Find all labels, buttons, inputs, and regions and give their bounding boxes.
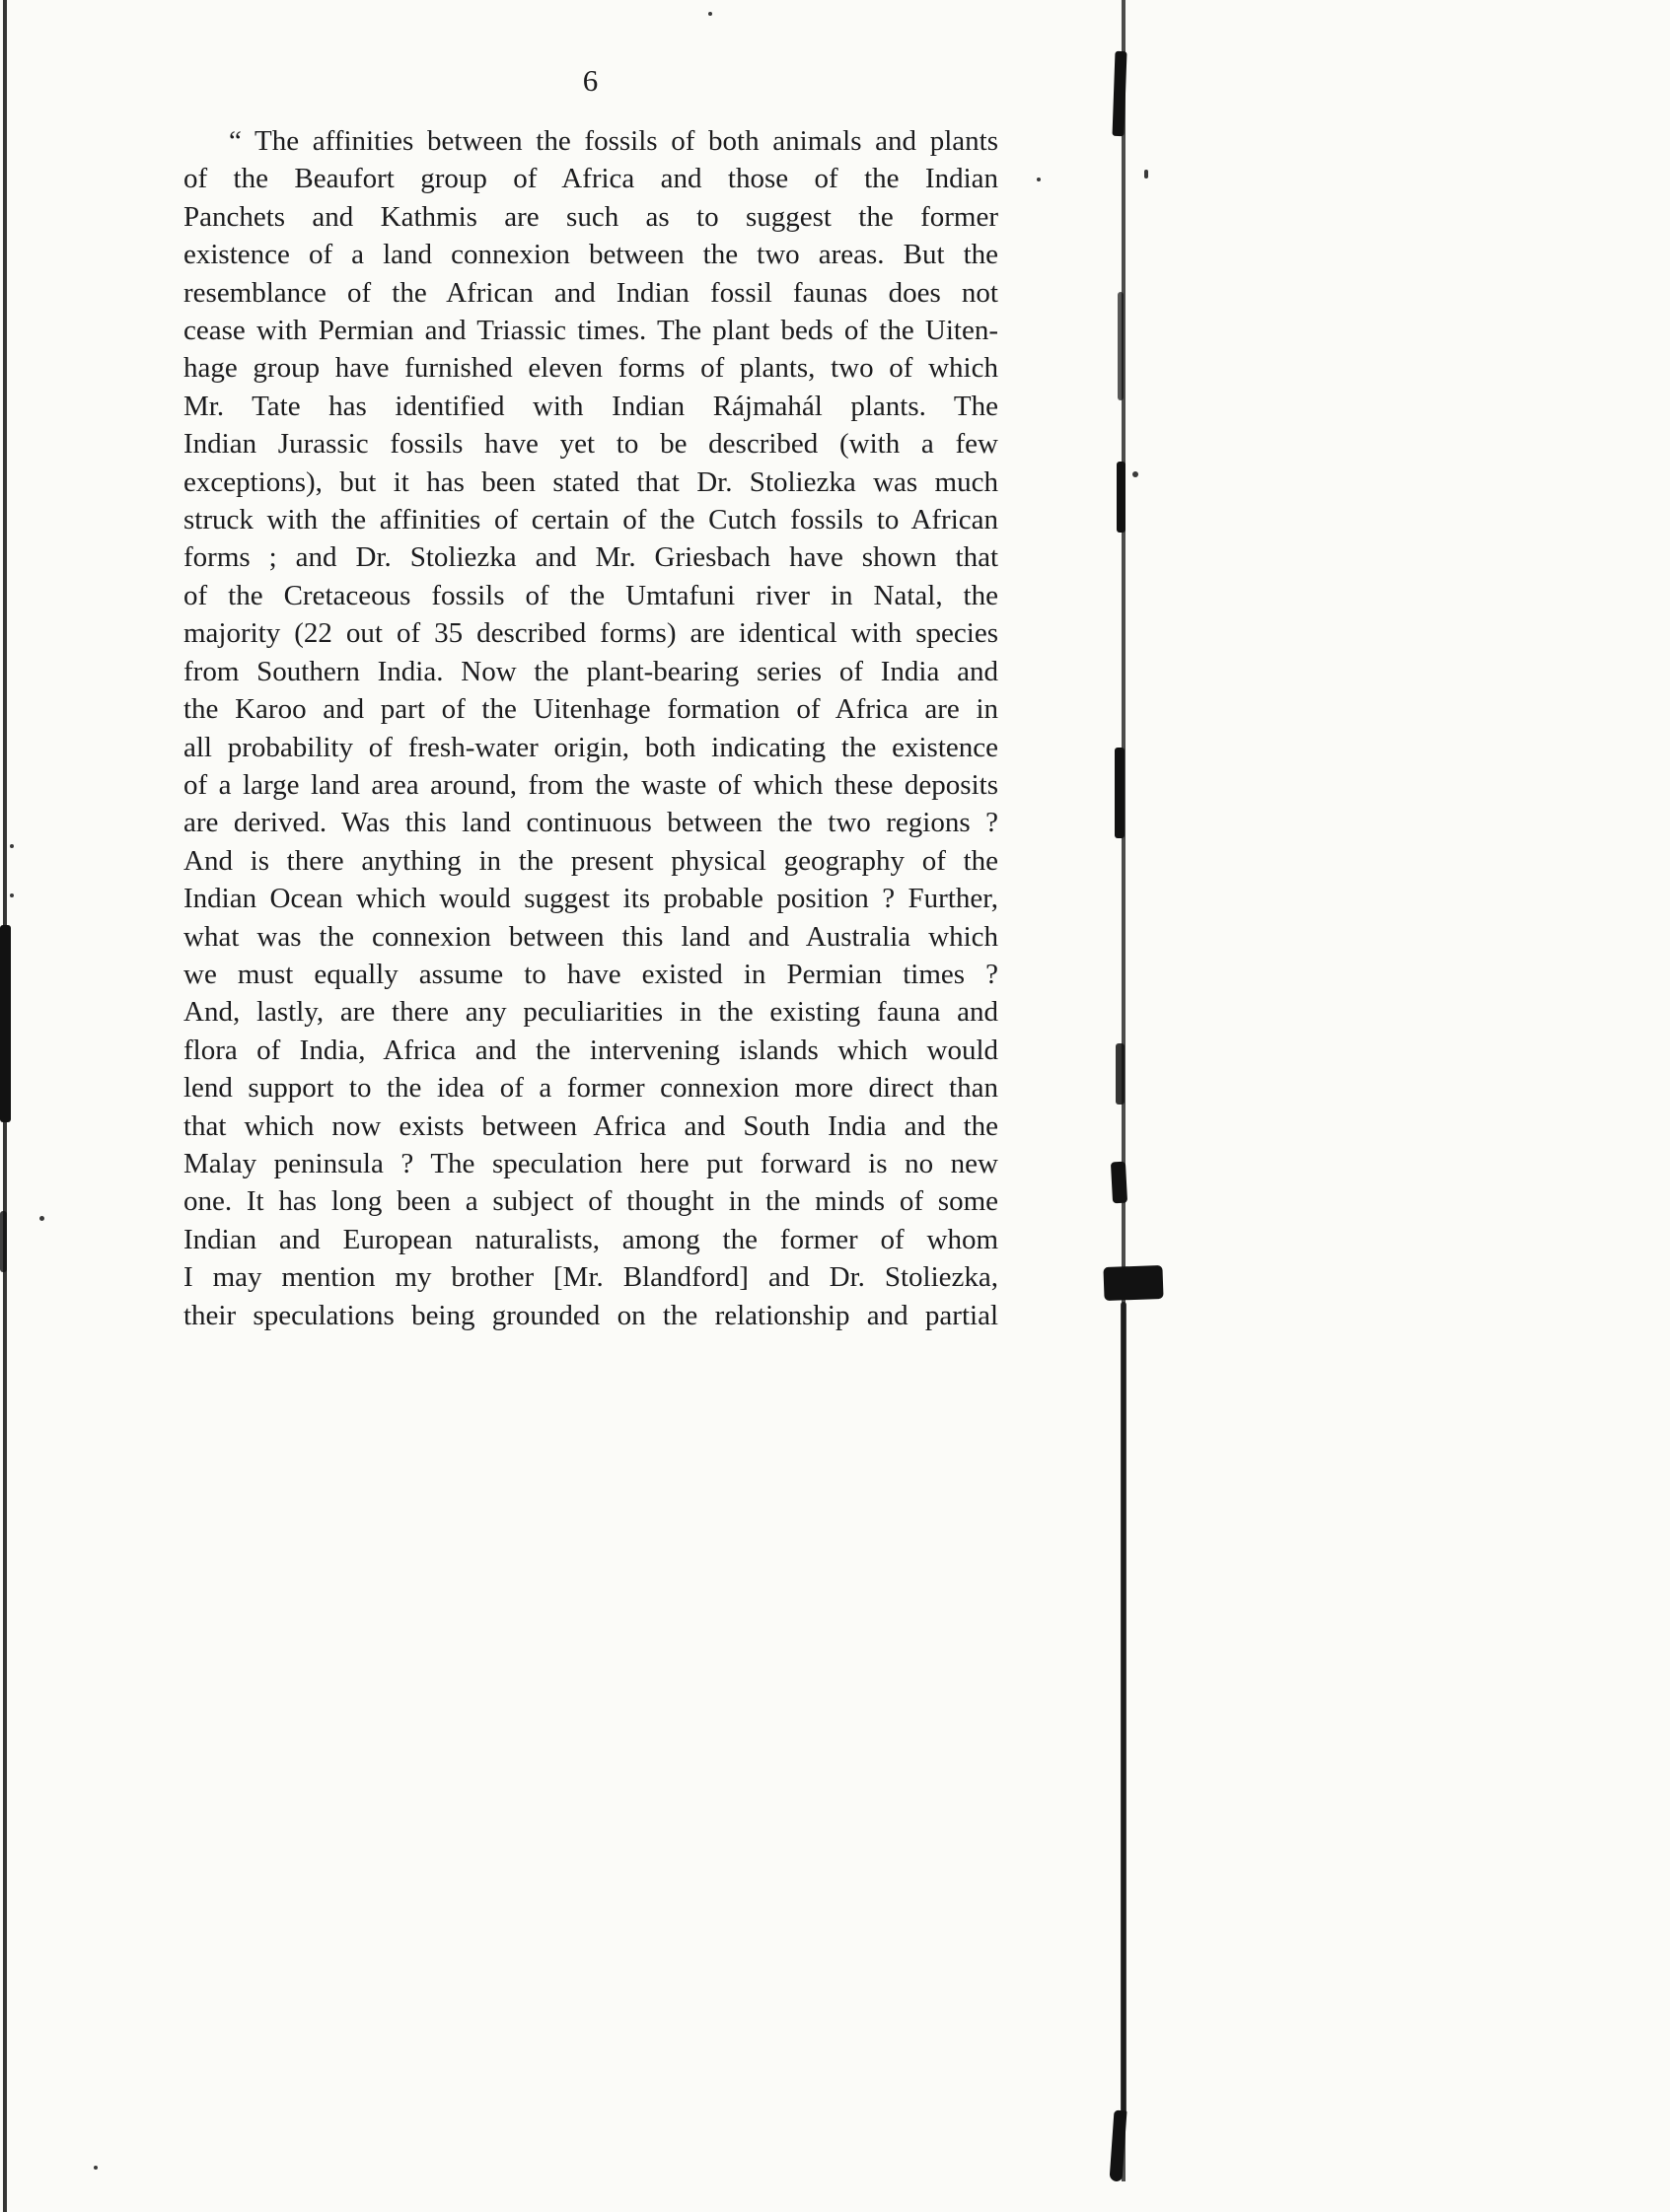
binding-shadow-segment	[1115, 748, 1125, 838]
text-line: flora of India, Africa and the intervening islands which would	[183, 1034, 998, 1066]
scan-speck	[1132, 471, 1138, 477]
text-line: struck with the affinities of certain of the Cutch fossils to African	[183, 504, 998, 536]
text-line: what was the connexion between this land and Australia which	[183, 920, 998, 953]
scan-speck	[708, 12, 712, 16]
text-line: hage group have furnished eleven forms of plants, two of which	[183, 352, 998, 385]
text-line: I may mention my brother [Mr. Blandford] and Dr. Stoliezka,	[183, 1261, 998, 1294]
binding-shadow-segment	[1121, 1302, 1126, 2120]
text-line: exceptions), but it has been stated that Dr. Stoliezka was much	[183, 465, 998, 498]
binding-shadow-segment	[1117, 462, 1125, 533]
text-line: forms ; and Dr. Stoliezka and Mr. Griesbach have shown that	[183, 541, 998, 574]
text-line: their speculations being grounded on the relationship and partial	[183, 1299, 998, 1331]
text-line: Malay peninsula ? The speculation here put forward is no new	[183, 1147, 998, 1179]
text-line: from Southern India. Now the plant-bearing series of India and	[183, 655, 998, 687]
text-line: all probability of fresh-water origin, both indicating the existence	[183, 731, 998, 763]
text-line: And, lastly, are there any peculiarities in the existing fauna and	[183, 996, 998, 1029]
scan-speck	[10, 893, 14, 897]
text-line: Panchets and Kathmis are such as to suggest the former	[183, 200, 998, 233]
text-line: Indian Jurassic fossils have yet to be described (with a few	[183, 428, 998, 461]
text-line: we must equally assume to have existed in Permian times ?	[183, 958, 998, 990]
binding-shadow-segment	[1116, 1043, 1125, 1105]
text-line: cease with Permian and Triassic times. The plant beds of the Uiten-	[183, 315, 998, 347]
text-line: Indian Ocean which would suggest its probable position ? Further,	[183, 883, 998, 915]
scan-speck	[1144, 170, 1148, 178]
binding-shadow-blob	[1103, 1265, 1163, 1301]
text-line: resemblance of the African and Indian fossil faunas does not	[183, 276, 998, 309]
text-line: existence of a land connexion between the two areas. But the	[183, 239, 998, 271]
text-line: of the Beaufort group of Africa and those of the Indian	[183, 163, 998, 195]
text-line: Indian and European naturalists, among the former of whom	[183, 1223, 998, 1255]
text-line: And is there anything in the present physical geography of the	[183, 844, 998, 877]
text-line: “ The affinities between the fossils of both animals and plants	[229, 125, 998, 157]
paragraph-block	[183, 122, 998, 1334]
scan-speck	[39, 1216, 44, 1221]
binding-shadow-segment	[1111, 1162, 1127, 1204]
text-line: of the Cretaceous fossils of the Umtafuni river in Natal, the	[183, 579, 998, 611]
text-line: one. It has long been a subject of thought in the minds of some	[183, 1185, 998, 1218]
scan-speck	[1037, 178, 1041, 181]
text-line: the Karoo and part of the Uitenhage formation of Africa are in	[183, 693, 998, 726]
left-edge-blob-artifact	[0, 1211, 7, 1272]
text-line: Mr. Tate has identified with Indian Rájmahál plants. The	[183, 390, 998, 422]
text-line: that which now exists between Africa and South India and the	[183, 1109, 998, 1142]
text-line: are derived. Was this land continuous between the two regions ?	[183, 807, 998, 839]
text-line: lend support to the idea of a former connexion more direct than	[183, 1072, 998, 1105]
scan-speck	[94, 2166, 98, 2170]
binding-shadow-segment	[1118, 292, 1124, 400]
scan-speck	[10, 844, 14, 848]
text-line: majority (22 out of 35 described forms) are identical with species	[183, 617, 998, 650]
text-line: of a large land area around, from the waste of which these deposits	[183, 768, 998, 801]
left-edge-blob-artifact	[0, 925, 11, 1122]
page-number: 6	[582, 63, 600, 98]
